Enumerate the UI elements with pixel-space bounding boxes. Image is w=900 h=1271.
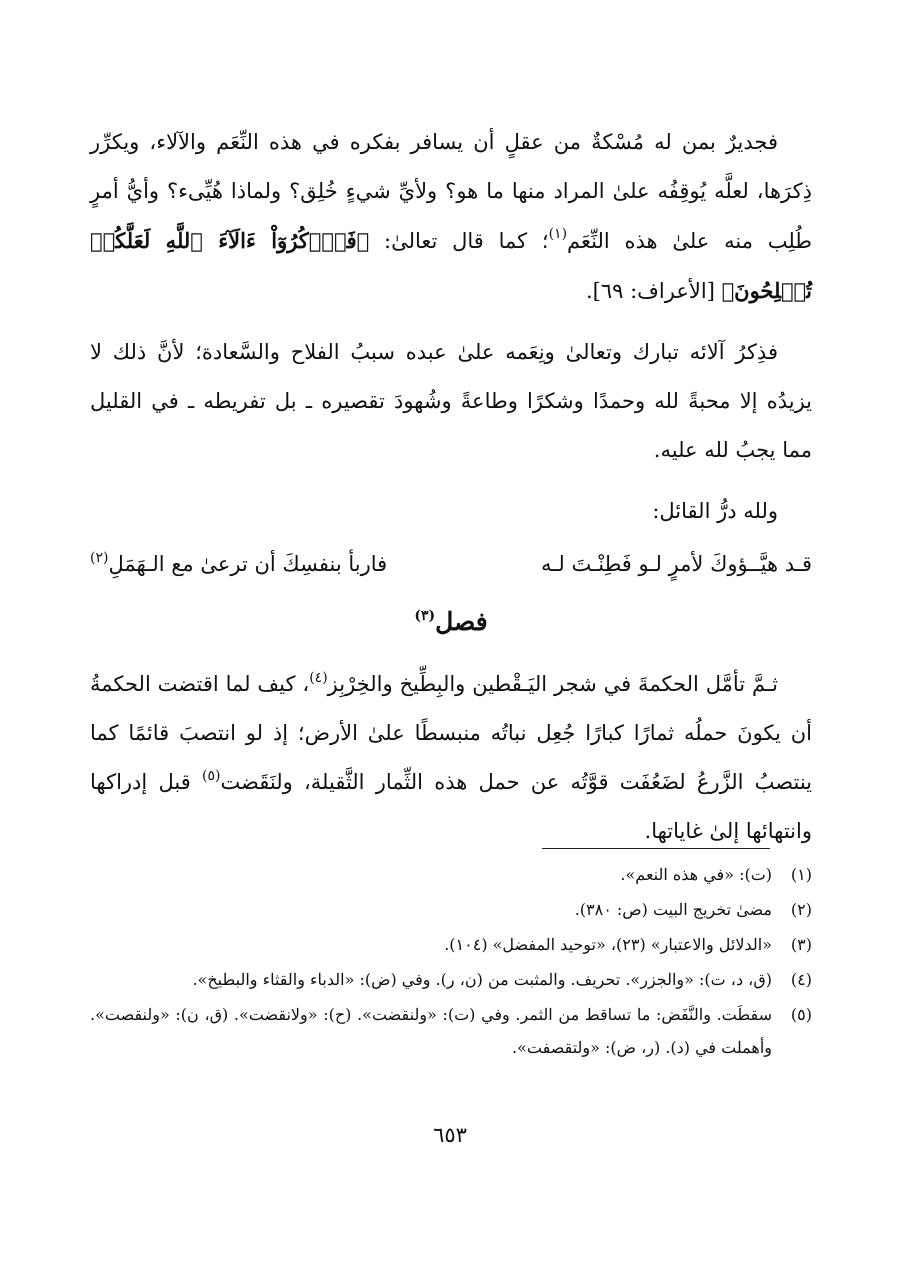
footnotes [90,858,812,1066]
footnote-text: سقطَت. والنَّفَض: ما تساقط من الثمر. وفي (ت): «ولنقضت». (ح): «ولانقضت». (ق، ن): «ولنقصت». وأهملت في (د). (ر، ض): «ولتقصفت». [90,1005,772,1057]
verse-first-hemistich: قـد هيَّــؤوكَ لأمرٍ لـو فَطِنْـتَ لـه [540,552,812,576]
poem-verse [90,540,812,588]
footnote-item [90,893,812,926]
footnote-text: (ت): «في هذه النعم». [620,865,772,884]
footnote-item [90,928,812,961]
page-number: ٦٥٣ [433,1123,467,1147]
footnote-text: مضىٰ تخريج البيت (ص: ٣٨٠). [574,900,772,919]
footnote-number: (٣) [790,935,812,954]
paragraph-1-text-b: ؛ كما قال تعالىٰ: [369,229,549,253]
footnote-ref-2[interactable]: (٢) [90,550,109,566]
footnote-item [90,963,812,996]
verse-second-text: فاربأ بنفسِكَ أن ترعىٰ مع الـهَمَلِ [108,552,388,576]
footnote-divider [542,848,770,849]
paragraph-3-text-a: ثـمَّ تأمَّل الحكمةَ في شجر اليَـقْطين والبِطِّيخ والخِرْبِز [327,672,778,696]
footnote-ref-5[interactable]: (٥) [201,768,221,784]
quran-quote: ﴿فَٱذۡكُرُوٓاْ ءَالَآءَ ٱللَّهِ لَعَلَّكُمۡ تُفۡلِحُونَ﴾ [90,228,812,303]
footnote-number: (٢) [790,900,812,919]
paragraph-3-text-c: قبل إدراكها وانتهائها إلىٰ غاياتها. [90,770,812,843]
verse-intro: ولله درُّ القائل: [652,499,778,523]
footnote-item [90,858,812,891]
footnote-ref-4[interactable]: (٤) [309,670,328,686]
verse-second-hemistich [90,540,387,588]
paragraph-3 [90,660,812,856]
paragraph-1 [90,118,812,316]
footnote-number: (٥) [790,1005,812,1024]
paragraph-1-text: فجديرٌ بمن له مُسْكةٌ من عقلٍ أن يسافر بفكره في هذه النِّعَم والآلاء، ويكرِّر ذِكرَها، لعلَّه يُوقِفُه علىٰ المراد منها ما هو؟ ولأيِّ شيءٍ خُلِق؟ ولماذا هُيِّىء؟ وأيُّ أمرٍ طُلِب منه علىٰ هذه النِّعَم [90,130,812,253]
footnote-number: (١) [790,865,812,884]
footnote-ref-3[interactable]: (٣) [414,608,436,624]
section-heading [90,594,812,650]
footnote-item [90,998,812,1064]
footnote-text: (ق، د، ت): «والجزر». تحريف. والمثبت من (ن، ر). وفي (ض): «الدباء والقثاء والبطيخ». [192,970,772,989]
paragraph-3-text-b: ، كيف لما اقتضت الحكمةُ أن يكونَ حملُه ثمارًا كبارًا جُعِل نباتُه منبسطًا علىٰ الأرض؛ إذ لو انتصبَ قائمًا كما ينتصبُ الزَّرعُ لضَعُفَت قوَّتُه عن حمل هذه الثِّمار الثَّقيلة، ولنَقَضت [90,672,812,794]
section-heading-text: فصل [435,607,488,636]
main-text [90,118,812,868]
footnote-text: «الدلائل والاعتبار» (٢٣)، «توحيد المفضل» (١٠٤). [444,935,772,954]
paragraph-2: فذِكرُ آلائه تبارك وتعالىٰ ونِعَمه علىٰ عبده سببُ الفلاح والسَّعادة؛ لأنَّ ذلك لا يزيدُه إلا محبةً لله وحمدًا وشكرًا وطاعةً وشُهودَ تقصيره ـ بل تفريطه ـ في القليل مما يجبُ لله عليه. [90,340,812,462]
footnote-ref-1[interactable]: (١) [548,226,568,242]
footnote-number: (٤) [790,970,812,989]
quran-reference: [الأعراف: ٦٩]. [585,279,722,303]
